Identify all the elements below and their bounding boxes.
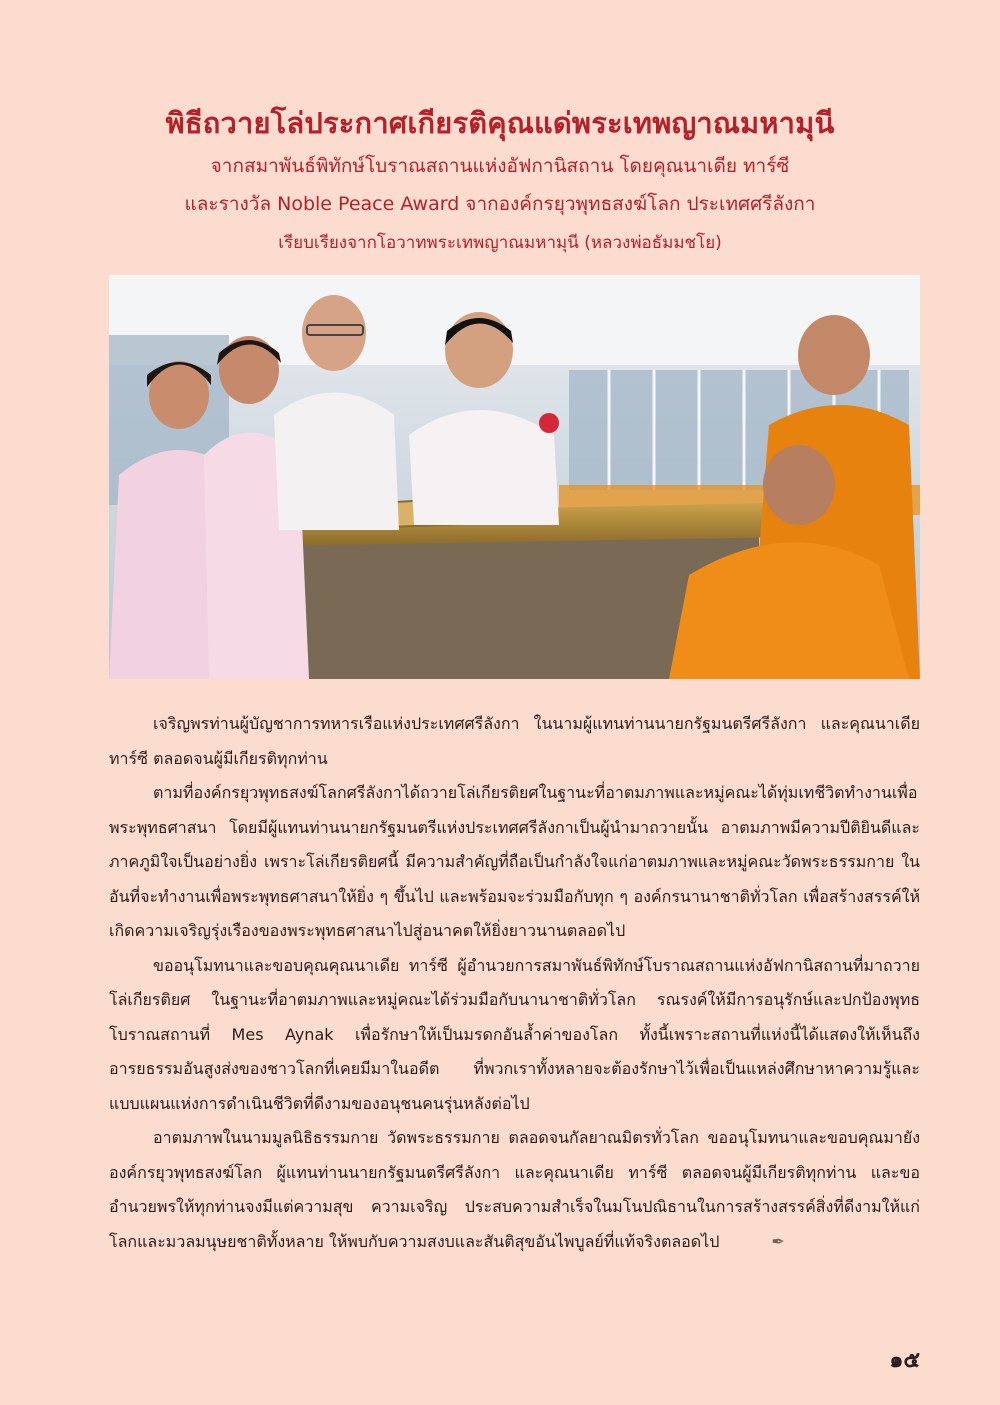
subtitle-line-1: จากสมาพันธ์พิทักษ์โบราณสถานแห่งอัฟกานิสถาน โดยคุณนาเดีย ทาร์ซี (210, 155, 790, 177)
quill-icon: ✒ (771, 1231, 785, 1251)
article-body (109, 707, 920, 1259)
paragraph-4-text: อาตมภาพในนามมูลนิธิธรรมกาย วัดพระธรรมกาย ตลอดจนกัลยาณมิตรทั่วโลก ขออนุโมทนาและขอบคุณมายังองค์กรยุวพุทธสงฆ์โลก ผู้แทนท่านนายกรัฐมนตรีศรีลังกา และคุณนาเดีย ทาร์ซี ตลอดจนผู้มีเกียรติทุกท่าน และขออำนวยพรให้ทุกท่านจงมีแต่ความสุข ความเจริญ ประสบความสำเร็จในมโนปณิธานในการสร้างสรรค์สิ่งที่ดีงามให้แก่โลกและมวลมนุษยชาติทั้งหลาย ให้พบกับความสงบและสันติสุขอันไพบูลย์ที่แท้จริงตลอดไป (109, 1128, 921, 1251)
paragraph-2: ตามที่องค์กรยุวพุทธสงฆ์โลกศรีลังกาได้ถวายโล่เกียรติยศในฐานะที่อาตมภาพและหมู่คณะได้ทุ่มเทชีวิตทำงานเพื่อพระพุทธศาสนา โดยมีผู้แทนท่านนายกรัฐมนตรีแห่งประเทศศรีลังกาเป็นผู้นำมาถวายนั้น อาตมภาพมีความปีติยินดีและภาคภูมิใจเป็นอย่างยิ่ง เพราะโล่เกียรติยศนี้ มีความสำคัญที่ถือเป็นกำลังใจแก่อาตมภาพและหมู่คณะวัดพระธรรมกาย ในอันที่จะทำงานเพื่อพระพุทธศาสนาให้ยิ่ง ๆ ขึ้นไป และพร้อมจะร่วมมือกับทุก ๆ องค์กรนานาชาติทั่วโลก เพื่อสร้างสรรค์ให้เกิดความเจริญรุ่งเรืองของพระพุทธศาสนาไปสู่อนาคตให้ยิ่งยาวนานตลอดไป (109, 783, 920, 940)
paragraph-3: ขออนุโมทนาและขอบคุณคุณนาเดีย ทาร์ซี ผู้อำนวยการสมาพันธ์พิทักษ์โบราณสถานแห่งอัฟกานิสถานที่มาถวายโล่เกียรติยศ ในฐานะที่อาตมภาพและหมู่คณะได้ร่วมมือกับนานาชาติทั่วโลก รณรงค์ให้มีการอนุรักษ์และปกป้องพุทธโบราณสถานที่ Mes Aynak เพื่อรักษาให้เป็นมรดกอันล้ำค่าของโลก ทั้งนี้เพราะสถานที่แห่งนี้ได้แสดงให้เห็นถึงอารยธรรมอันสูงส่งของชาวโลกที่เคยมีมาในอดีต ที่พวกเราทั้งหลายจะต้องรักษาไว้เพื่อเป็นแหล่งศึกษาหาความรู้และแบบแผนแห่งการดำเนินชีวิตที่ดีงามของอนุชนคนรุ่นหลังต่อไป (109, 955, 920, 1113)
page-title: พิธีถวายโล่ประกาศเกียรติคุณแด่พระเทพญาณมหามุนี (165, 106, 835, 140)
paragraph-1: เจริญพรท่านผู้บัญชาการทหารเรือแห่งประเทศศรีลังกา ในนามผู้แทนท่านนายกรัฐมนตรีศรีลังกา และคุณนาเดีย ทาร์ซี ตลอดจนผู้มีเกียรติทุกท่าน (109, 714, 920, 768)
compiled-by: เรียบเรียงจากโอวาทพระเทพญาณมหามุนี (หลวงพ่อธัมมชโย) (278, 233, 722, 253)
ceremony-photo (109, 275, 920, 679)
paragraph-4 (109, 1121, 920, 1259)
ceremony-photo-illustration (109, 275, 920, 679)
page-number: ๑๕ (889, 1348, 920, 1373)
subtitle-line-2: และรางวัล Noble Peace Award จากองค์กรยุวพุทธสงฆ์โลก ประเทศศรีลังกา (184, 193, 816, 215)
